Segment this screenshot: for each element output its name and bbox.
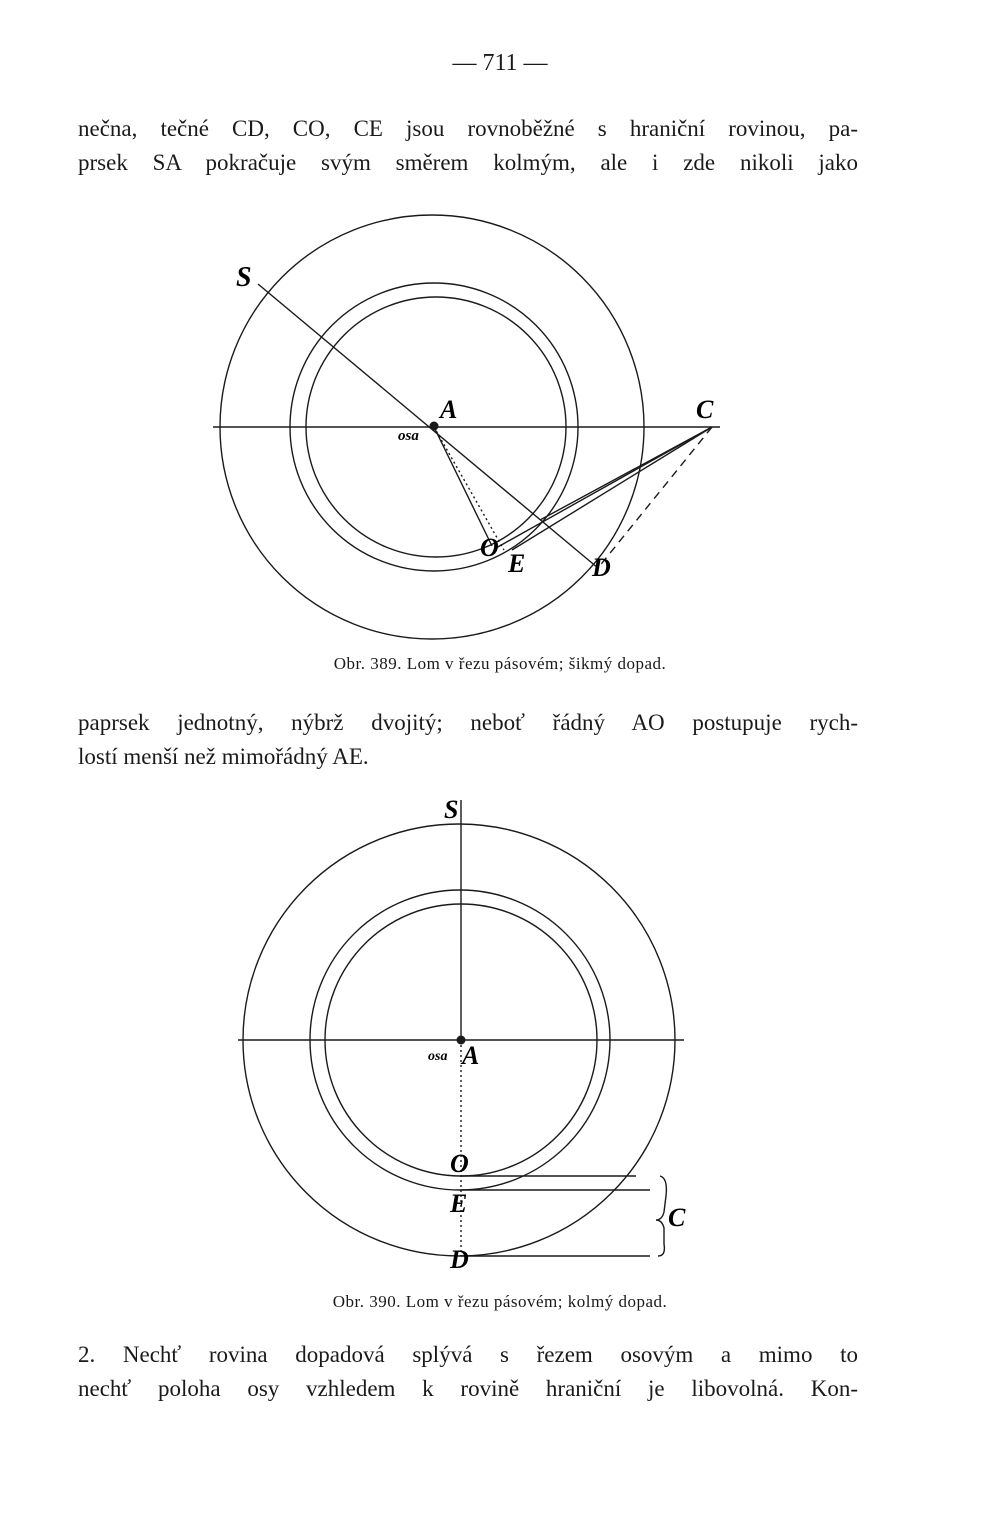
ray-AO — [434, 427, 492, 546]
caption-389: Obr. 389. Lom v řezu pásovém; šikmý dopad. — [333, 654, 667, 673]
text-line: nechť poloha osy vzhledem k rovině hraniční je libovolná. Kon- — [78, 1376, 858, 1401]
ray-AE-dotted — [434, 427, 504, 550]
label-D: D — [450, 1245, 469, 1274]
label-D: D — [592, 553, 611, 582]
text-line: paprsek jednotný, nýbrž dvojitý; neboť řádný AO postupuje rych- — [78, 710, 858, 735]
label-S: S — [444, 795, 459, 824]
paragraph-2 — [78, 706, 858, 774]
label-E: E — [450, 1189, 468, 1218]
line-CD-dashed — [598, 427, 712, 568]
caption-390: Obr. 390. Lom v řezu pásovém; kolmý dopad. — [332, 1292, 668, 1311]
label-osa: osa — [398, 428, 419, 444]
label-A: A — [440, 395, 458, 424]
paragraph-3 — [78, 1338, 858, 1406]
text-line: lostí menší než mimořádný AE. — [78, 744, 369, 769]
figure-390 — [0, 790, 1000, 1280]
page-number: — 711 — — [452, 50, 548, 76]
label-O: O — [450, 1149, 469, 1178]
paragraph-1 — [78, 112, 858, 180]
label-C: C — [668, 1203, 686, 1232]
text-line: prsek SA pokračuje svým směrem kolmým, ale i zde nikoli jako — [78, 150, 858, 175]
label-E: E — [508, 549, 526, 578]
brace-C — [656, 1176, 666, 1256]
text-line: nečna, tečné CD, CO, CE jsou rovnoběžné s hraniční rovinou, pa- — [78, 116, 858, 141]
center-point-A — [430, 422, 439, 431]
label-O: O — [480, 533, 499, 562]
label-osa: osa — [428, 1049, 448, 1064]
tangent-CE — [512, 427, 712, 550]
label-A: A — [462, 1041, 480, 1070]
ray-SA-D — [258, 284, 598, 568]
label-C: C — [696, 395, 714, 424]
text-line: 2. Nechť rovina dopadová splývá s řezem osovým a mimo to — [78, 1342, 858, 1367]
figure-389 — [0, 200, 1000, 640]
label-S: S — [236, 262, 252, 293]
